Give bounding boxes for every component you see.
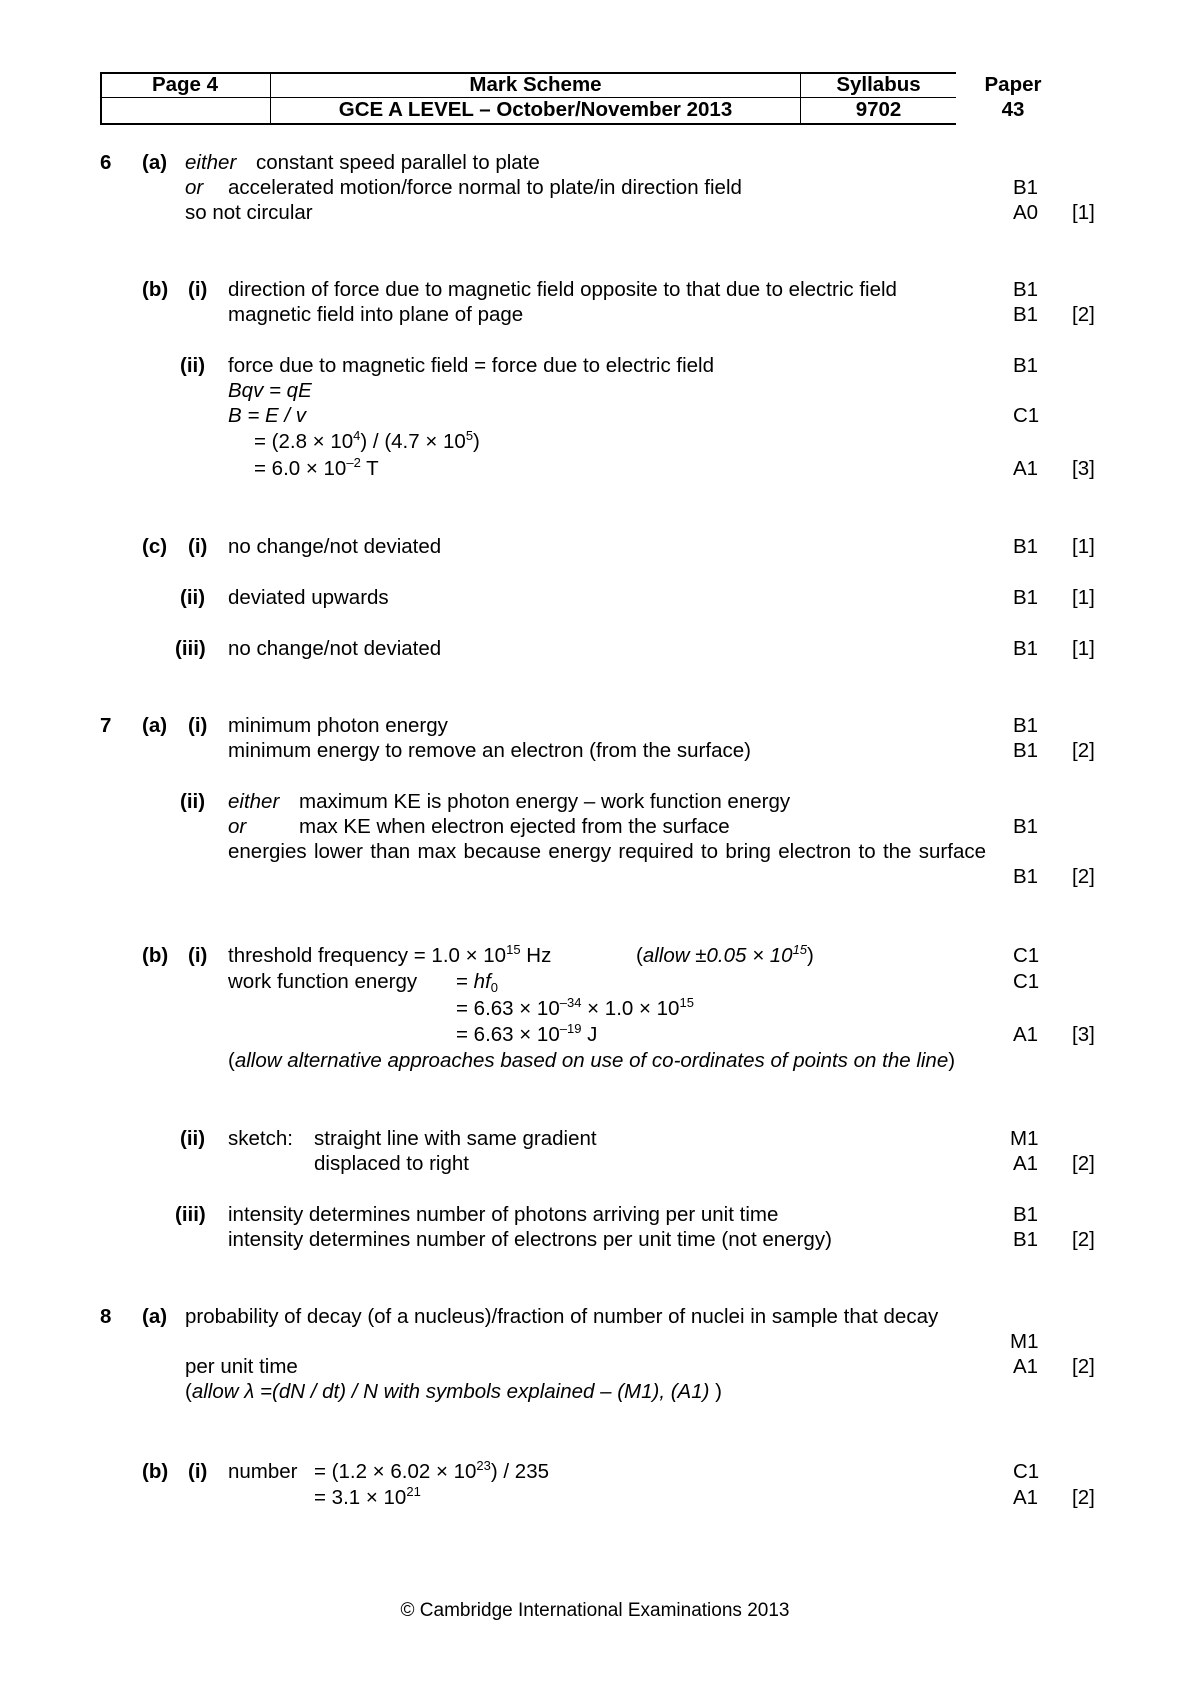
total-mark: [2] [1072, 1486, 1095, 1509]
mark: A1 [1013, 1152, 1039, 1175]
part-label: (a) [142, 714, 168, 737]
syllabus-label: Syllabus [836, 73, 921, 96]
mark: C1 [1013, 404, 1040, 427]
answer-text: number [228, 1460, 298, 1483]
title-value: GCE A LEVEL – October/November 2013 [338, 98, 733, 121]
equation: = $6.0 \times 10^{-2}$ T [254, 455, 379, 480]
answer-text: probability of decay (of a nucleus)/fraction of number of nuclei in sample that decay [185, 1305, 939, 1328]
answer-text: intensity determines number of photons arriving per unit time [228, 1203, 779, 1226]
total-mark: [2] [1072, 865, 1095, 888]
mark: B1 [1013, 637, 1039, 660]
part-label: (b) [142, 278, 169, 301]
subpart-label: (ii) [180, 790, 206, 813]
allowance-note: (allow λ =(dN / dt) / N with symbols explained – (M1), (A1) ) [185, 1380, 722, 1403]
total-mark: [2] [1072, 1355, 1095, 1378]
answer-text: accelerated motion/force normal to plate/in direction field [228, 176, 742, 199]
part-label: (a) [142, 1305, 168, 1328]
mark: B1 [1013, 535, 1039, 558]
mark: B1 [1013, 278, 1039, 301]
equation: = $hf_0$ [456, 970, 499, 995]
mark: B1 [1013, 815, 1039, 838]
mark: B1 [1013, 739, 1039, 762]
equation: = $6.63 \times 10^{-34} \times 1.0 \times 10^{15}$ [456, 995, 694, 1020]
mark: C1 [1013, 970, 1040, 993]
answer-text: magnetic field into plane of page [228, 303, 524, 326]
equation: = $6.63 \times 10^{-19}$ J [456, 1021, 598, 1046]
subpart-label: (iii) [175, 1203, 206, 1226]
answer-text: constant speed parallel to plate [256, 151, 540, 174]
footer-copyright: © Cambridge International Examinations 2013 [400, 1600, 790, 1621]
equation: = $(2.8 \times 10^4) / (4.7 \times 10^5)$ [254, 428, 480, 453]
total-mark: [1] [1072, 535, 1095, 558]
allowance-note: (allow alternative approaches based on use of co-ordinates of points on the line) [228, 1049, 956, 1072]
answer-text: minimum photon energy [228, 714, 448, 737]
mark: B1 [1013, 714, 1039, 737]
total-mark: [2] [1072, 1228, 1095, 1251]
answer-text: max KE when electron ejected from the surface [299, 815, 730, 838]
either-word: either [185, 151, 237, 174]
mark: B1 [1013, 303, 1039, 326]
subpart-label: (i) [188, 944, 208, 967]
answer-text: direction of force due to magnetic field opposite to that due to electric field [228, 278, 897, 301]
answer-text: deviated upwards [228, 586, 389, 609]
mark: A1 [1013, 1486, 1039, 1509]
total-mark: [2] [1072, 739, 1095, 762]
answer-text: displaced to right [314, 1152, 469, 1175]
answer-text: force due to magnetic field = force due to electric field [228, 354, 715, 377]
or-word: or [185, 176, 204, 199]
total-mark: [2] [1072, 303, 1095, 326]
total-mark: [3] [1072, 1023, 1095, 1046]
question-number: 6 [100, 151, 112, 174]
subpart-label: (ii) [180, 1127, 206, 1150]
mark: A1 [1013, 1355, 1039, 1378]
allowance-note: (allow $\pm 0.05 \times 10^{15}$) [636, 942, 814, 967]
part-label: (b) [142, 944, 169, 967]
question-number: 7 [100, 714, 112, 737]
equation: = $3.1 \times 10^{21}$ [314, 1484, 421, 1509]
answer-text: per unit time [185, 1355, 298, 1378]
answer-text: energies lower than max because energy required to bring electron to the surface [228, 840, 986, 863]
mark: C1 [1013, 1460, 1040, 1483]
mark: M1 [1010, 1330, 1039, 1353]
total-mark: [1] [1072, 637, 1095, 660]
subpart-label: (iii) [175, 637, 206, 660]
paper-label: Paper [984, 73, 1042, 96]
answer-text: sketch: [228, 1127, 293, 1150]
answer-text: no change/not deviated [228, 637, 442, 660]
mark: M1 [1010, 1127, 1039, 1150]
title-label: Mark Scheme [469, 73, 602, 96]
total-mark: [1] [1072, 201, 1095, 224]
answer-text: minimum energy to remove an electron (from the surface) [228, 739, 751, 762]
mark: B1 [1013, 1203, 1039, 1226]
equation: B = E / v [228, 404, 307, 427]
header-table [100, 72, 956, 124]
answer-text: straight line with same gradient [314, 1127, 597, 1150]
syllabus-value: 9702 [855, 98, 902, 121]
mark: C1 [1013, 944, 1040, 967]
total-mark: [2] [1072, 1152, 1095, 1175]
total-mark: [1] [1072, 586, 1095, 609]
answer-text: maximum KE is photon energy – work function energy [299, 790, 791, 813]
equation: = $(1.2 \times 6.02 \times 10^{23}) / 235$ [314, 1458, 550, 1483]
mark: B1 [1013, 176, 1039, 199]
mark: B1 [1013, 1228, 1039, 1251]
question-number: 8 [100, 1305, 112, 1328]
subpart-label: (i) [188, 278, 208, 301]
part-label: (b) [142, 1460, 169, 1483]
subpart-label: (ii) [180, 354, 206, 377]
paper-value: 43 [1001, 98, 1025, 121]
mark: A0 [1013, 201, 1039, 224]
equation: Bqv = qE [228, 379, 312, 402]
mark: B1 [1013, 865, 1039, 888]
mark: A1 [1013, 457, 1039, 480]
equation: threshold frequency = $1.0 \times 10^{15}$ Hz [228, 942, 552, 967]
mark: B1 [1013, 354, 1039, 377]
answer-text: work function energy [228, 970, 418, 993]
page-label: Page 4 [151, 73, 219, 96]
mark: A1 [1013, 1023, 1039, 1046]
answer-text: no change/not deviated [228, 535, 442, 558]
answer-text: intensity determines number of electrons per unit time (not energy) [228, 1228, 832, 1251]
subpart-label: (i) [188, 535, 208, 558]
subpart-label: (i) [188, 714, 208, 737]
or-word: or [228, 815, 247, 838]
part-label: (a) [142, 151, 168, 174]
part-label: (c) [142, 535, 168, 558]
subpart-label: (ii) [180, 586, 206, 609]
total-mark: [3] [1072, 457, 1095, 480]
answer-text: so not circular [185, 201, 313, 224]
subpart-label: (i) [188, 1460, 208, 1483]
either-word: either [228, 790, 280, 813]
mark: B1 [1013, 586, 1039, 609]
